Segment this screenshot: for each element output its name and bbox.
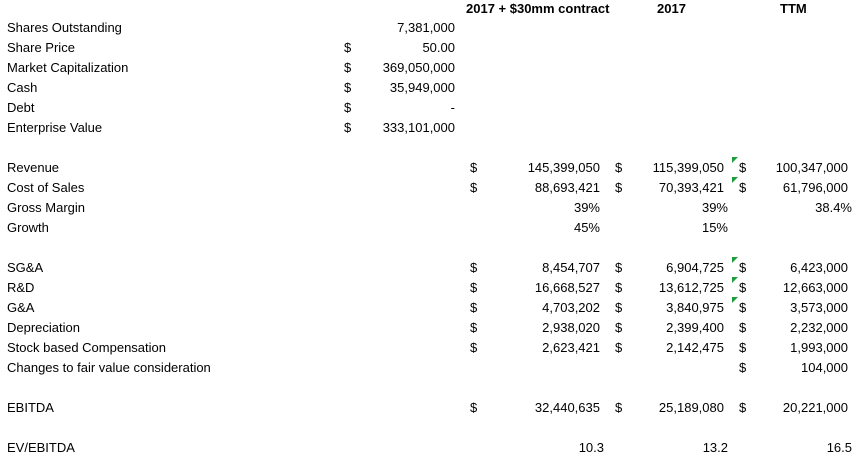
value-cost-of-sales-ttm[interactable]: 61,796,000 [782,180,848,195]
label-cash[interactable]: Cash [7,80,38,95]
label-ev-ebitda[interactable]: EV/EBITDA [7,440,75,455]
value-ga-2017[interactable]: 3,840,975 [666,300,724,315]
dollar-sign: $ [615,340,623,355]
label-share-price[interactable]: Share Price [7,40,75,55]
dollar-sign: $ [739,340,747,355]
value-sga-2017[interactable]: 6,904,725 [666,260,724,275]
label-sga[interactable]: SG&A [7,260,44,275]
dollar-sign: $ [470,180,478,195]
value-market-capitalization[interactable]: 369,050,000 [382,60,455,75]
value-shares-outstanding[interactable]: 7,381,000 [397,20,455,35]
value-depreciation-ttm[interactable]: 2,232,000 [790,320,848,335]
comment-indicator-icon[interactable] [732,277,738,283]
dollar-sign: $ [470,400,478,415]
label-ga[interactable]: G&A [7,300,35,315]
dollar-sign: $ [615,180,623,195]
label-fair-value-changes[interactable]: Changes to fair value consideration [7,360,211,375]
value-cost-of-sales-contract[interactable]: 88,693,421 [534,180,600,195]
header-2017[interactable]: 2017 [657,1,686,16]
value-gross-margin-2017[interactable]: 39% [701,200,728,215]
value-ev-ebitda-2017[interactable]: 13.2 [702,440,728,455]
label-revenue[interactable]: Revenue [7,160,60,175]
value-growth-contract[interactable]: 45% [573,220,600,235]
dollar-sign: $ [344,100,352,115]
dollar-sign: $ [615,320,623,335]
dollar-sign: $ [615,260,623,275]
dollar-sign: $ [470,280,478,295]
label-debt[interactable]: Debt [7,100,35,115]
label-shares-outstanding[interactable]: Shares Outstanding [7,20,122,35]
value-sbc-2017[interactable]: 2,142,475 [666,340,724,355]
value-sga-ttm[interactable]: 6,423,000 [790,260,848,275]
dollar-sign: $ [470,300,478,315]
value-rd-2017[interactable]: 13,612,725 [658,280,724,295]
value-ebitda-ttm[interactable]: 20,221,000 [782,400,848,415]
dollar-sign: $ [739,160,747,175]
comment-indicator-icon[interactable] [732,157,738,163]
comment-indicator-icon[interactable] [732,177,738,183]
dollar-sign: $ [739,360,747,375]
comment-indicator-icon[interactable] [732,257,738,263]
value-sbc-ttm[interactable]: 1,993,000 [790,340,848,355]
label-rd[interactable]: R&D [7,280,35,295]
dollar-sign: $ [739,400,747,415]
value-cash[interactable]: 35,949,000 [389,80,455,95]
label-market-capitalization[interactable]: Market Capitalization [7,60,129,75]
value-ev-ebitda-contract[interactable]: 10.3 [578,440,604,455]
value-gross-margin-ttm[interactable]: 38.4% [815,200,852,215]
dollar-sign: $ [344,80,352,95]
value-cost-of-sales-2017[interactable]: 70,393,421 [658,180,724,195]
value-ga-ttm[interactable]: 3,573,000 [790,300,848,315]
dollar-sign: $ [739,320,747,335]
dollar-sign: $ [470,260,478,275]
value-revenue-contract[interactable]: 145,399,050 [527,160,600,175]
value-rd-contract[interactable]: 16,668,527 [534,280,600,295]
dollar-sign: $ [615,400,623,415]
label-depreciation[interactable]: Depreciation [7,320,80,335]
dollar-sign: $ [470,160,478,175]
dollar-sign: $ [344,60,352,75]
value-ga-contract[interactable]: 4,703,202 [542,300,600,315]
dollar-sign: $ [739,180,747,195]
dollar-sign: $ [739,300,747,315]
value-fair-value-changes-ttm[interactable]: 104,000 [801,360,848,375]
dollar-sign: $ [739,280,747,295]
value-sbc-contract[interactable]: 2,623,421 [542,340,600,355]
dollar-sign: $ [344,40,352,55]
value-ebitda-contract[interactable]: 32,440,635 [534,400,600,415]
header-2017-contract[interactable]: 2017 + $30mm contract [466,1,610,16]
label-gross-margin[interactable]: Gross Margin [7,200,86,215]
value-ebitda-2017[interactable]: 25,189,080 [658,400,724,415]
label-growth[interactable]: Growth [7,220,49,235]
label-cost-of-sales[interactable]: Cost of Sales [7,180,85,195]
value-depreciation-2017[interactable]: 2,399,400 [666,320,724,335]
value-rd-ttm[interactable]: 12,663,000 [782,280,848,295]
value-share-price[interactable]: 50.00 [422,40,455,55]
header-ttm[interactable]: TTM [780,1,807,16]
value-growth-2017[interactable]: 15% [701,220,728,235]
dollar-sign: $ [615,160,623,175]
value-revenue-ttm[interactable]: 100,347,000 [775,160,848,175]
value-gross-margin-contract[interactable]: 39% [573,200,600,215]
dollar-sign: $ [344,120,352,135]
value-enterprise-value[interactable]: 333,101,000 [382,120,455,135]
label-ebitda[interactable]: EBITDA [7,400,54,415]
comment-indicator-icon[interactable] [732,297,738,303]
label-enterprise-value[interactable]: Enterprise Value [7,120,103,135]
dollar-sign: $ [470,320,478,335]
dollar-sign: $ [470,340,478,355]
dollar-sign: $ [739,260,747,275]
value-revenue-2017[interactable]: 115,399,050 [652,160,724,175]
value-sga-contract[interactable]: 8,454,707 [542,260,600,275]
dollar-sign: $ [615,280,623,295]
value-depreciation-contract[interactable]: 2,938,020 [542,320,600,335]
label-stock-based-compensation[interactable]: Stock based Compensation [7,340,166,355]
value-debt[interactable]: - [450,100,455,115]
value-ev-ebitda-ttm[interactable]: 16.5 [826,440,852,455]
dollar-sign: $ [615,300,623,315]
